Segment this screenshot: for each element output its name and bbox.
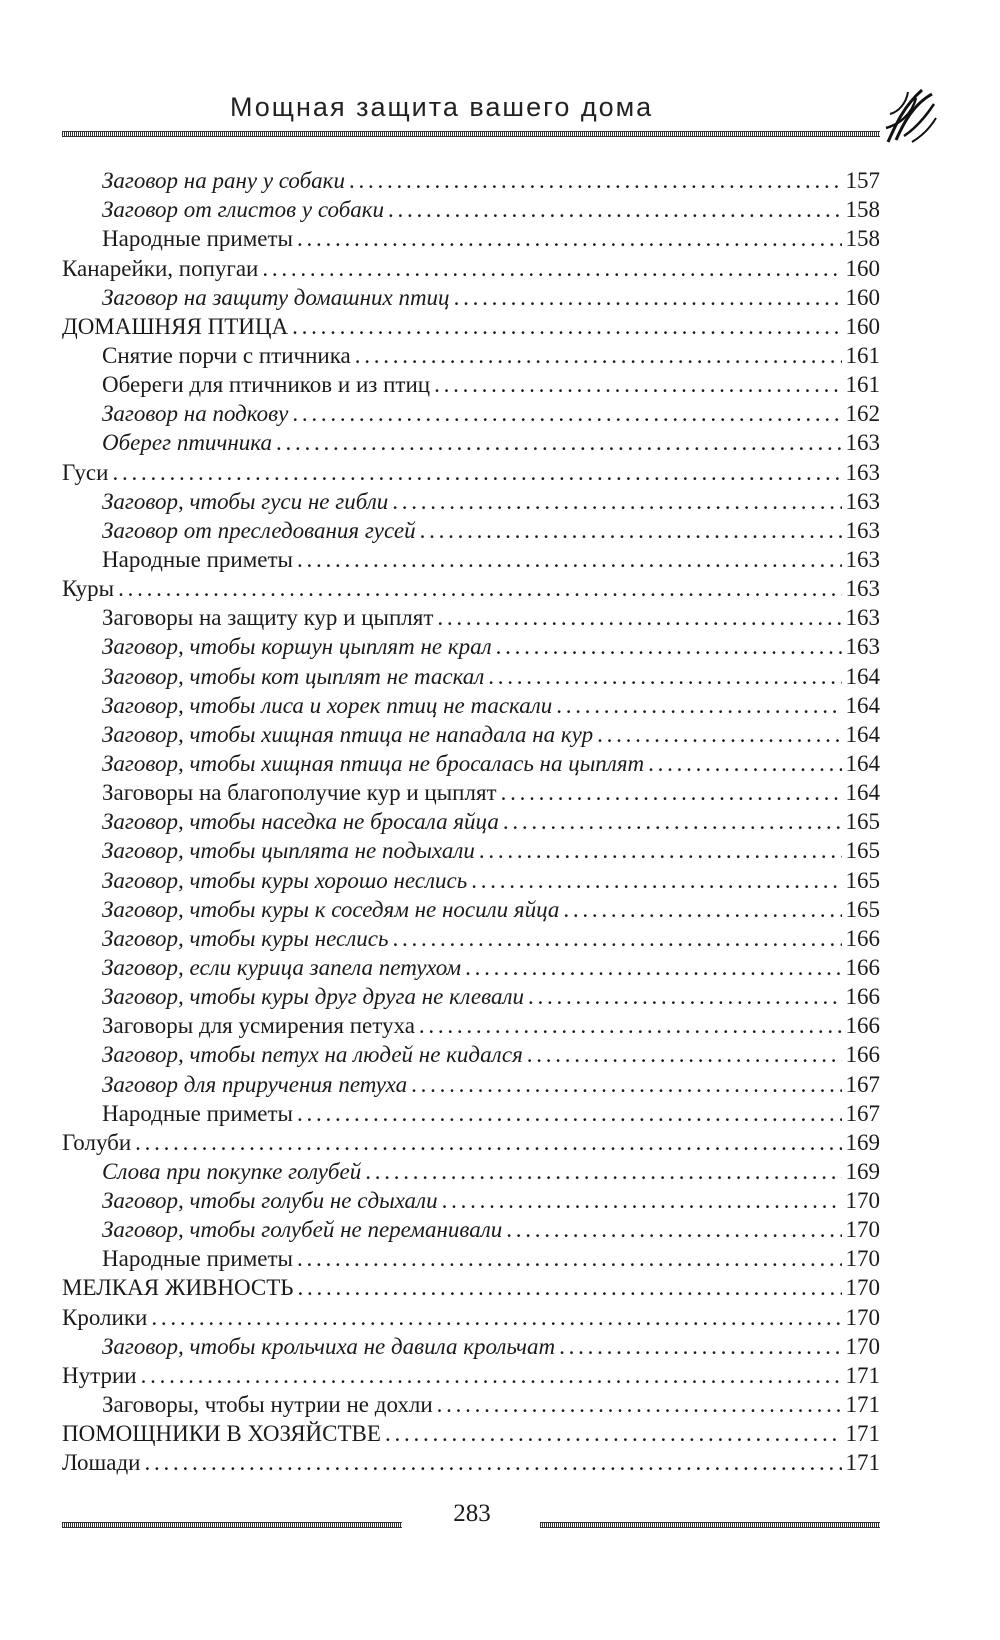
toc-entry-title: Заговор, чтобы куры хорошо неслись: [102, 866, 471, 895]
toc-entry-page: 165: [842, 807, 881, 836]
dot-leader: [506, 1215, 841, 1244]
dot-leader: [648, 749, 841, 778]
toc-entry: [62, 1273, 880, 1302]
toc-entry: [62, 312, 880, 341]
dot-leader: [388, 195, 841, 224]
toc-entry-page: 161: [842, 341, 881, 370]
toc-entry: [62, 166, 880, 195]
toc-entry-page: 160: [842, 283, 881, 312]
toc-entry-title: Гуси: [62, 458, 112, 487]
toc-entry-page: 162: [842, 399, 881, 428]
toc-entry: [62, 428, 880, 457]
dot-leader: [292, 312, 841, 341]
toc-entry-title: Народные приметы: [102, 1244, 297, 1273]
dot-leader: [556, 691, 841, 720]
feather-logo-icon: [882, 84, 938, 146]
dot-leader: [420, 516, 842, 545]
toc-entry: [62, 399, 880, 428]
toc-entry-page: 161: [842, 370, 881, 399]
dot-leader: [151, 1303, 841, 1332]
toc-entry-page: 163: [842, 603, 881, 632]
page-number: 283: [453, 1500, 491, 1527]
toc-entry: [62, 283, 880, 312]
toc-entry: [62, 691, 880, 720]
toc-entry: [62, 807, 880, 836]
toc-entry-title: Оберег птичника: [102, 428, 276, 457]
toc-entry-title: Обереги для птичников и из птиц: [102, 370, 434, 399]
toc-entry: [62, 661, 880, 690]
dot-leader: [262, 254, 841, 283]
footer-rule-right: [540, 1522, 880, 1528]
table-of-contents: [62, 166, 880, 1477]
dot-leader: [141, 1361, 842, 1390]
dot-leader: [437, 603, 841, 632]
dot-leader: [135, 1128, 841, 1157]
toc-entry-page: 167: [842, 1099, 881, 1128]
toc-entry: [62, 224, 880, 253]
toc-entry-page: 163: [842, 632, 881, 661]
dot-leader: [392, 487, 841, 516]
toc-entry: [62, 778, 880, 807]
toc-entry-page: 164: [842, 778, 881, 807]
dot-leader: [365, 1157, 841, 1186]
toc-entry-title: МЕЛКАЯ ЖИВНОСТЬ: [62, 1273, 298, 1302]
toc-entry-page: 160: [842, 254, 881, 283]
toc-entry-page: 158: [842, 195, 881, 224]
toc-entry: [62, 341, 880, 370]
toc-entry-title: Снятие порчи с птичника: [102, 341, 355, 370]
toc-entry-page: 165: [842, 866, 881, 895]
dot-leader: [559, 1332, 841, 1361]
toc-entry: [62, 1215, 880, 1244]
toc-entry: [62, 1069, 880, 1098]
dot-leader: [297, 1244, 842, 1273]
toc-entry-title: Заговор на подкову: [102, 399, 292, 428]
toc-entry-page: 163: [842, 545, 881, 574]
footer-rule-left: [62, 1522, 402, 1528]
toc-entry-page: 169: [842, 1157, 881, 1186]
dot-leader: [297, 545, 842, 574]
toc-entry-page: 170: [842, 1332, 881, 1361]
toc-entry: [62, 1448, 880, 1477]
toc-entry-page: 171: [842, 1361, 881, 1390]
toc-entry-page: 166: [842, 1011, 881, 1040]
toc-entry-title: Нутрии: [62, 1361, 141, 1390]
dot-leader: [297, 224, 842, 253]
toc-entry-title: Куры: [62, 574, 118, 603]
toc-entry: [62, 865, 880, 894]
dot-leader: [419, 1011, 842, 1040]
toc-entry: [62, 253, 880, 282]
toc-entry-title: Заговор, чтобы куры неслись: [102, 924, 392, 953]
dot-leader: [437, 1390, 842, 1419]
toc-entry-page: 166: [842, 924, 881, 953]
dot-leader: [454, 283, 842, 312]
toc-entry-page: 171: [842, 1419, 881, 1448]
toc-entry: [62, 895, 880, 924]
dot-leader: [563, 895, 841, 924]
toc-entry-title: Заговор, чтобы коршун цыплят не крал: [102, 632, 496, 661]
dot-leader: [392, 924, 841, 953]
dot-leader: [276, 428, 842, 457]
toc-entry: [62, 1128, 880, 1157]
toc-entry: [62, 195, 880, 224]
toc-entry: [62, 1390, 880, 1419]
page-footer: [62, 1500, 880, 1540]
toc-entry-page: 160: [842, 312, 881, 341]
dot-leader: [112, 458, 841, 487]
toc-entry-title: Народные приметы: [102, 1099, 297, 1128]
toc-entry-title: Заговор, чтобы цыплята не подыхали: [102, 836, 479, 865]
toc-entry: [62, 1332, 880, 1361]
dot-leader: [503, 807, 842, 836]
toc-entry-page: 163: [842, 458, 881, 487]
toc-entry-title: Заговор, чтобы куры друг друга не клевали: [102, 982, 528, 1011]
dot-leader: [434, 370, 841, 399]
toc-entry-title: Лошади: [62, 1448, 144, 1477]
toc-entry-title: Заговоры, чтобы нутрии не дохли: [102, 1390, 437, 1419]
toc-entry: [62, 1302, 880, 1331]
toc-entry-page: 170: [842, 1186, 881, 1215]
dot-leader: [501, 778, 842, 807]
dot-leader: [144, 1448, 841, 1477]
toc-entry-title: Заговор, чтобы кот цыплят не таскал: [102, 662, 488, 691]
dot-leader: [411, 1070, 841, 1099]
toc-entry-page: 163: [842, 574, 881, 603]
toc-entry-page: 163: [842, 428, 881, 457]
dot-leader: [385, 1419, 842, 1448]
toc-entry-page: 163: [842, 516, 881, 545]
toc-entry-title: Заговор на рану у собаки: [102, 166, 349, 195]
toc-entry: [62, 982, 880, 1011]
toc-entry-title: Заговор от глистов у собаки: [102, 195, 388, 224]
toc-entry-title: Заговор, чтобы лиса и хорек птиц не таскали: [102, 691, 556, 720]
toc-entry-title: Голуби: [62, 1128, 135, 1157]
toc-entry-title: Народные приметы: [102, 224, 297, 253]
toc-entry: [62, 457, 880, 486]
dot-leader: [528, 982, 842, 1011]
toc-entry: [62, 603, 880, 632]
toc-entry: [62, 487, 880, 516]
toc-entry-title: Заговор, чтобы голуби не сдыхали: [102, 1186, 442, 1215]
toc-entry-title: Заговор для приручения петуха: [102, 1070, 411, 1099]
toc-entry-page: 170: [842, 1215, 881, 1244]
toc-entry: [62, 720, 880, 749]
toc-entry-title: Заговор от преследования гусей: [102, 516, 420, 545]
toc-entry-page: 165: [842, 895, 881, 924]
toc-entry-title: ПОМОЩНИКИ В ХОЗЯЙСТВЕ: [62, 1419, 385, 1448]
toc-entry: [62, 836, 880, 865]
dot-leader: [471, 866, 841, 895]
toc-entry-page: 166: [842, 953, 881, 982]
toc-entry-page: 166: [842, 982, 881, 1011]
toc-entry-title: Заговор, если курица запела петухом: [102, 953, 465, 982]
toc-entry-page: 166: [842, 1040, 881, 1069]
toc-entry-page: 164: [842, 662, 881, 691]
dot-leader: [597, 720, 841, 749]
dot-leader: [527, 1040, 842, 1069]
toc-entry-page: 164: [842, 749, 881, 778]
dot-leader: [355, 341, 842, 370]
toc-entry: [62, 953, 880, 982]
running-header: [62, 84, 932, 144]
toc-entry: [62, 1419, 880, 1448]
toc-entry-title: Заговор, чтобы петух на людей не кидался: [102, 1040, 527, 1069]
toc-entry-title: Заговоры на защиту кур и цыплят: [102, 603, 437, 632]
dot-leader: [298, 1273, 842, 1302]
toc-entry: [62, 1099, 880, 1128]
dot-leader: [297, 1099, 842, 1128]
toc-entry-page: 165: [842, 836, 881, 865]
toc-entry-title: Заговор, чтобы хищная птица не нападала на кур: [102, 720, 597, 749]
toc-entry: [62, 574, 880, 603]
dot-leader: [442, 1186, 842, 1215]
toc-entry-page: 171: [842, 1390, 881, 1419]
toc-entry-title: Кролики: [62, 1303, 151, 1332]
toc-entry-title: Заговор на защиту домашних птиц: [102, 283, 454, 312]
toc-entry-title: Заговоры для усмирения петуха: [102, 1011, 419, 1040]
toc-entry-title: Заговор, чтобы хищная птица не бросалась на цыплят: [102, 749, 648, 778]
toc-entry-title: Заговоры на благополучие кур и цыплят: [102, 778, 501, 807]
toc-entry: [62, 749, 880, 778]
header-rule: [62, 131, 880, 137]
dot-leader: [488, 662, 841, 691]
dot-leader: [465, 953, 841, 982]
toc-entry-page: 164: [842, 720, 881, 749]
header-title: Мощная защита вашего дома: [230, 92, 654, 122]
toc-entry: [62, 924, 880, 953]
dot-leader: [292, 399, 841, 428]
toc-entry-page: 167: [842, 1070, 881, 1099]
toc-entry: [62, 1361, 880, 1390]
toc-entry: [62, 370, 880, 399]
dot-leader: [118, 574, 841, 603]
toc-entry-title: Заговор, чтобы наседка не бросала яйца: [102, 807, 503, 836]
dot-leader: [496, 632, 842, 661]
dot-leader: [349, 166, 842, 195]
toc-entry-page: 170: [842, 1303, 881, 1332]
toc-entry-page: 163: [842, 487, 881, 516]
toc-entry-page: 157: [842, 166, 881, 195]
toc-entry-page: 164: [842, 691, 881, 720]
toc-entry: [62, 1157, 880, 1186]
toc-entry-page: 170: [842, 1273, 881, 1302]
toc-entry: [62, 545, 880, 574]
toc-entry-title: Слова при покупке голубей: [102, 1157, 365, 1186]
toc-entry-title: Народные приметы: [102, 545, 297, 574]
toc-entry-title: Заговор, чтобы крольчиха не давила крольчат: [102, 1332, 559, 1361]
toc-entry: [62, 1244, 880, 1273]
toc-entry-title: Канарейки, попугаи: [62, 254, 262, 283]
toc-entry-title: ДОМАШНЯЯ ПТИЦА: [62, 312, 292, 341]
toc-entry: [62, 1011, 880, 1040]
toc-entry-page: 170: [842, 1244, 881, 1273]
toc-entry: [62, 516, 880, 545]
toc-entry: [62, 632, 880, 661]
toc-entry-page: 169: [842, 1128, 881, 1157]
toc-entry: [62, 1040, 880, 1069]
dot-leader: [479, 836, 842, 865]
toc-entry: [62, 1186, 880, 1215]
toc-entry-title: Заговор, чтобы гуси не гибли: [102, 487, 392, 516]
toc-entry-title: Заговор, чтобы куры к соседям не носили яйца: [102, 895, 563, 924]
toc-entry-page: 171: [842, 1448, 881, 1477]
toc-entry-page: 158: [842, 224, 881, 253]
toc-entry-title: Заговор, чтобы голубей не переманивали: [102, 1215, 506, 1244]
